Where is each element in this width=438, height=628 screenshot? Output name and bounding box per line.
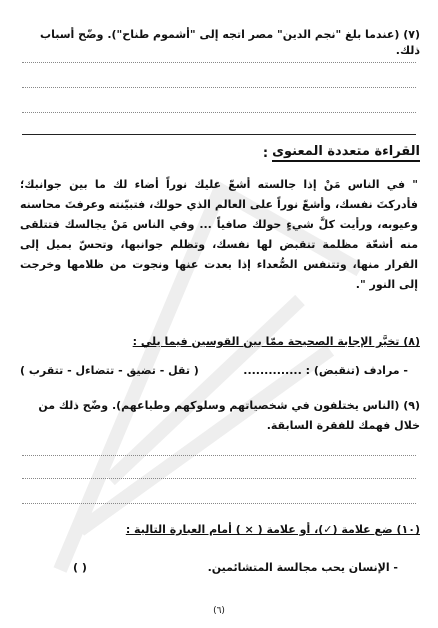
question-7: (٧) (عندما بلغ "نجم الدين" مصر اتجه إلى "أشموم طناح"). وضّح أسباب ذلك. (40, 28, 420, 57)
question-8-item (20, 364, 408, 377)
section-colon: : (262, 145, 269, 161)
question-9-line-2: خلال فهمك للفقرة السابقة. (266, 419, 420, 432)
answer-line[interactable] (22, 503, 416, 504)
question-9-line-1: (٩) (الناس يختلفون في شخصياتهم وسلوكهم وطباعهم). وضّح ذلك من (38, 399, 420, 412)
section-title: القراءة متعددة المعنوى (272, 144, 420, 162)
synonym-prompt[interactable]: - مرادف (تنقبض) : .............. (243, 364, 408, 377)
answer-line[interactable] (22, 478, 416, 479)
answer-line[interactable] (22, 112, 416, 113)
answer-line[interactable] (22, 62, 416, 63)
question-8 (18, 334, 420, 350)
statement-text: - الإنسان يحب مجالسة المتشائمين. (207, 561, 398, 574)
answer-box[interactable]: ( ) (73, 561, 87, 574)
answer-line[interactable] (22, 455, 416, 456)
page-number: (٦) (213, 606, 225, 616)
question-8-text: (٨) تخيَّر الإجابة الصحيحة ممّا بين القوسين فيما يلي : (132, 335, 420, 348)
answer-line[interactable] (22, 87, 416, 88)
question-10-item (60, 561, 398, 574)
section-divider (22, 134, 416, 135)
section-heading (263, 144, 420, 162)
synonym-choices: ( تقل - تضيق - تتضاءل - تتقرب ) (20, 364, 199, 377)
question-10-text: (١٠) ضع علامة (✓)، أو علامة ( × ) أمام العبارة التالية : (125, 523, 420, 536)
question-10 (18, 522, 420, 538)
reading-passage: " في الناس مَنْ إذا جالسته أشعّ عليك نوراً أضاء لك ما بين جوانبك؛ فأدركتَ نفسك، وأشعّ نوراً على العالم الذي حولك، فتبيّنته وعرفتَ محاسنه وعيوبه، ورأيت كلَّ شيءٍ حولك صافياً ... وفي الناس مَنْ يجالسك فتتلقى منه أشعّة مظلمة تنقبض لها نفسك، وتظلم جوانبها، وتحسّ بميل إلى الفرار منها، وتتنفس الصُّعداء إذا بعدت عنها ونجوت من ظلامها وخرجت إلى النور ". (20, 178, 418, 291)
